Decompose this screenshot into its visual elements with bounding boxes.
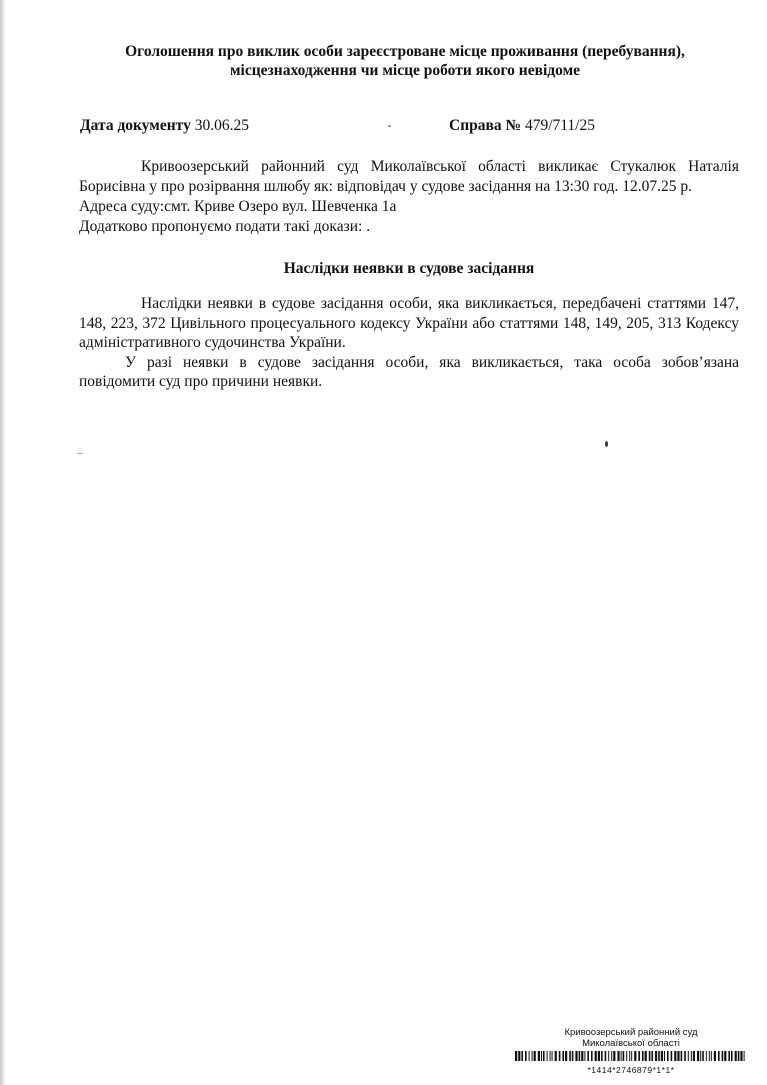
scan-speck <box>388 125 391 127</box>
case-label: Справа № <box>449 117 522 134</box>
summons-block <box>79 157 739 237</box>
scan-speck <box>605 441 608 447</box>
consequences-paragraph-2: У разі неявки в судове засідання особи, яка викликається, така особа зобов’язана повідомити суд про причини неявки. <box>79 353 739 390</box>
barcode <box>515 1051 747 1061</box>
evidence-note: Додатково пропонуємо подати такі докази: . <box>79 218 371 235</box>
document-date <box>80 117 249 135</box>
date-label: Дата документу <box>80 117 191 134</box>
scan-speck <box>77 453 83 454</box>
date-value: 30.06.25 <box>194 117 249 134</box>
consequences-paragraph-1: Наслідки неявки в судове засідання особи, яка викликається, передбачені статтями 147, 148, 223, 372 Цивільного процесуального кодексу України або статтями 148, 149, 205, 313 Кодексу адміністративного судочинства України. <box>79 295 739 351</box>
document-heading <box>60 42 750 80</box>
stamp-line-1: Кривоозерський районний суд <box>564 1027 698 1038</box>
barcode-text: *1414*2746879*1*1* <box>587 1065 675 1075</box>
heading-line-2: місцезнаходження чи місце роботи якого невідоме <box>229 62 581 79</box>
stamp-line-2: Миколаївської області <box>582 1038 680 1049</box>
case-value: 479/711/25 <box>524 117 595 134</box>
court-address: Адреса суду:смт. Криве Озеро вул. Шевченка 1а <box>79 198 397 215</box>
consequences-block <box>79 294 739 392</box>
summons-text: Кривоозерський районний суд Миколаївської області викликає Стукалюк Наталія Борисівна у про розірвання шлюбу як: відповідач у судове засідання на 13:30 год. 12.07.25 р. <box>79 158 739 195</box>
court-registry-stamp <box>515 1027 747 1076</box>
scan-edge-shadow <box>0 0 6 1085</box>
case-number <box>449 117 595 135</box>
consequences-title: Наслідки неявки в судове засідання <box>283 260 535 277</box>
heading-line-1: Оголошення про виклик особи зареєстроване місце проживання (перебування), <box>125 43 685 60</box>
